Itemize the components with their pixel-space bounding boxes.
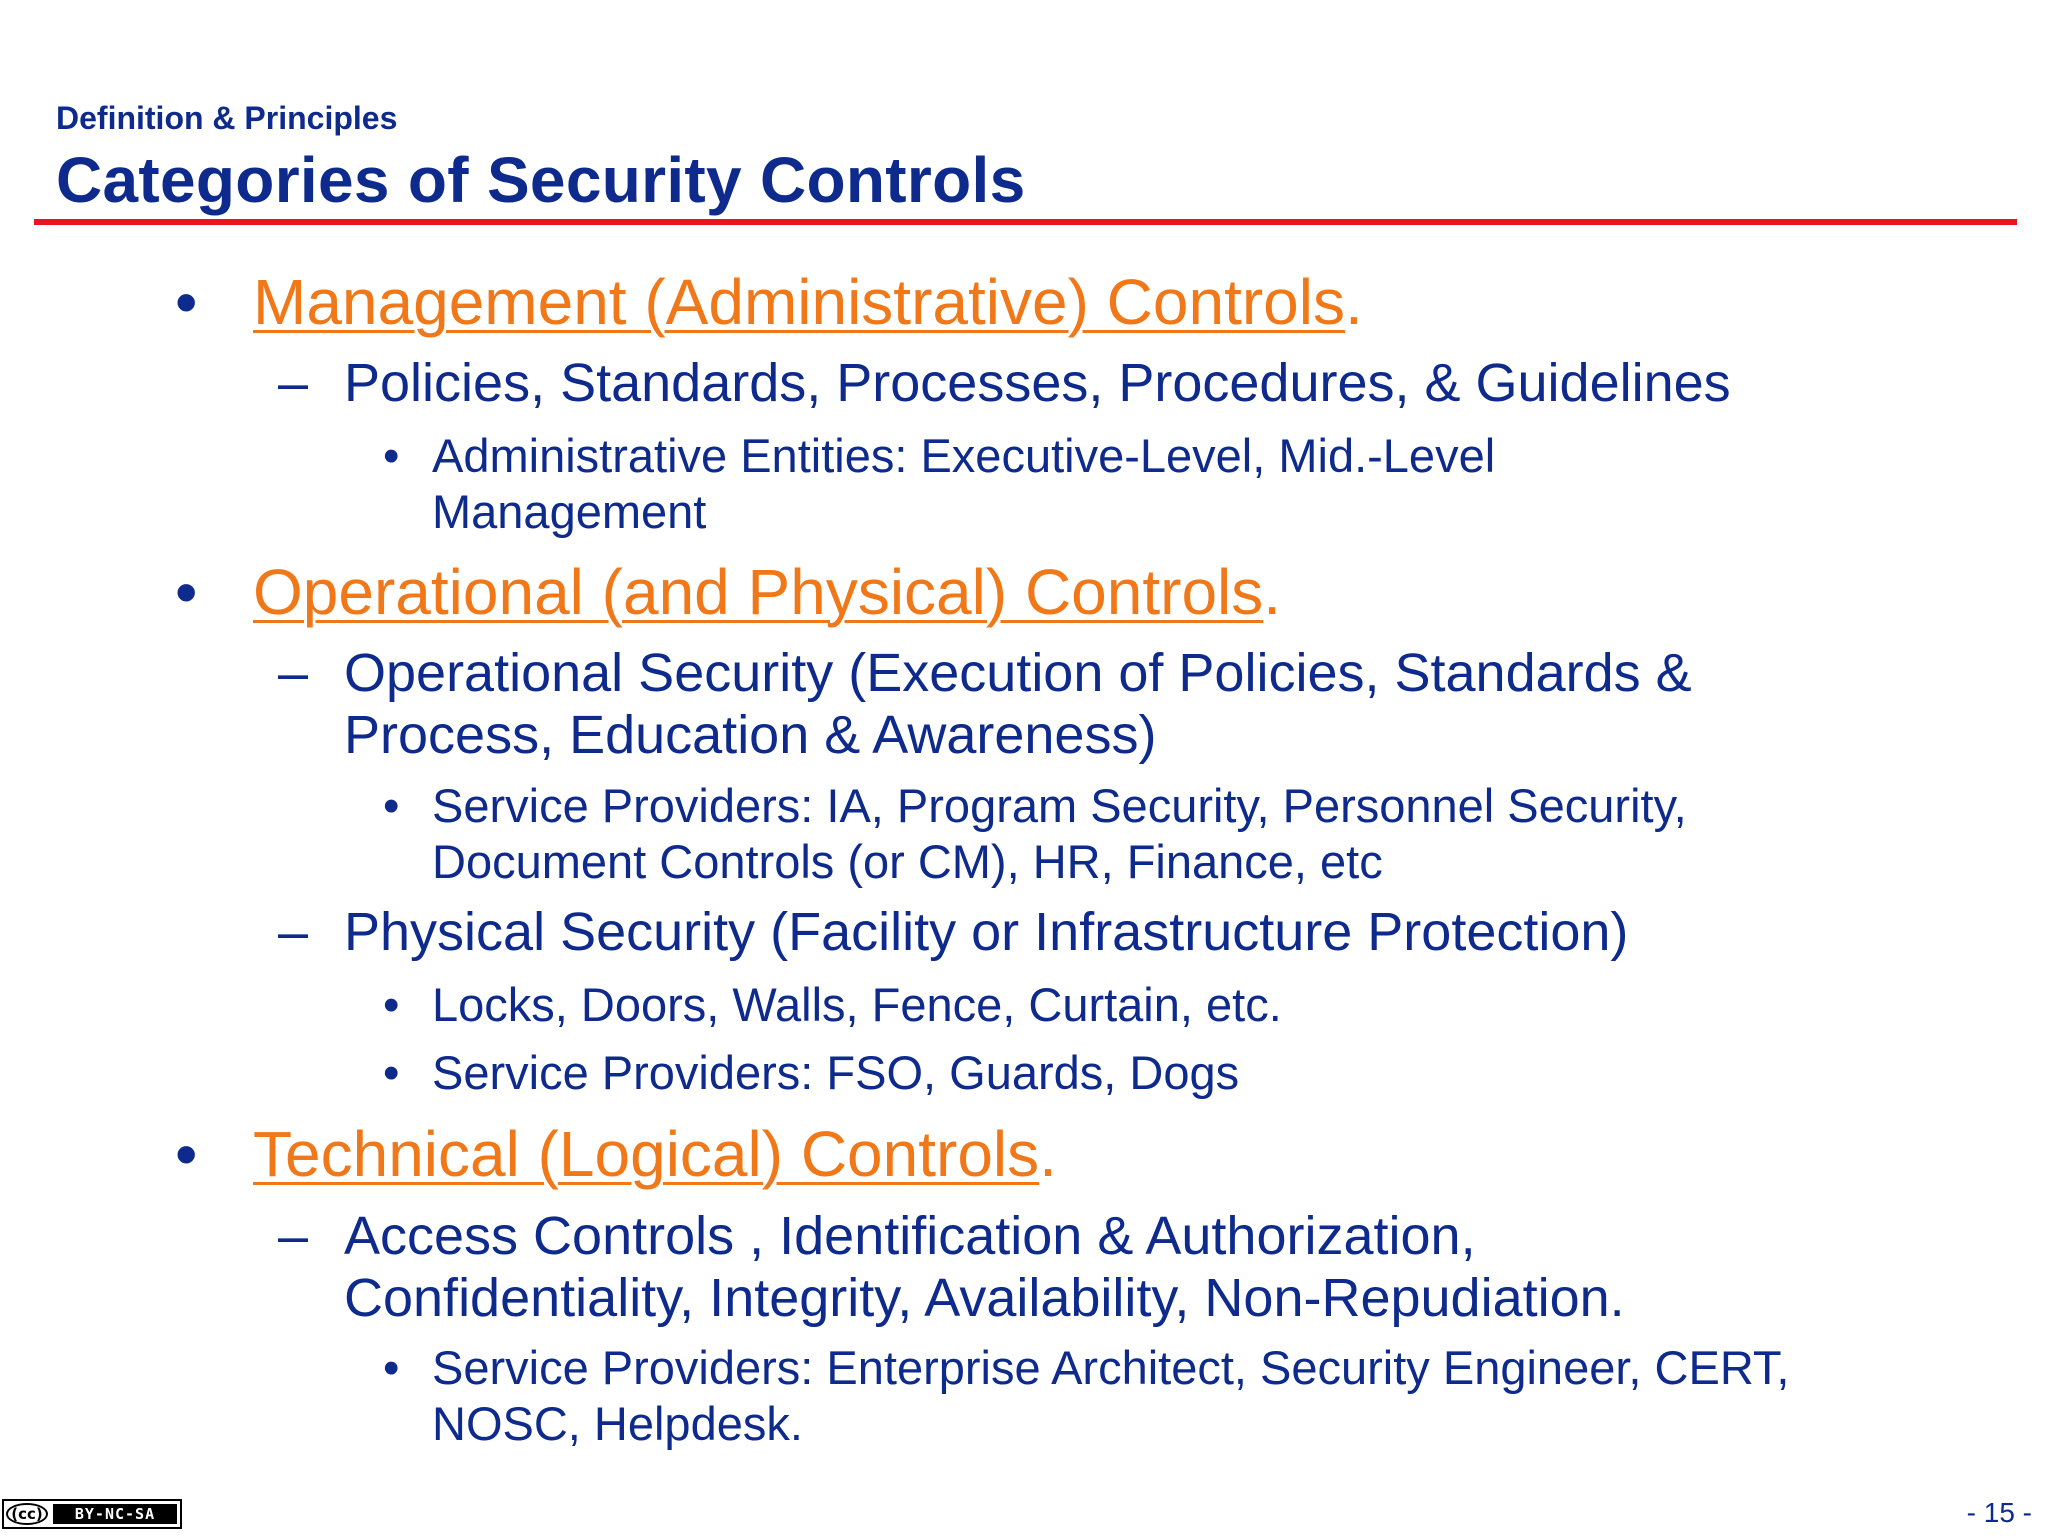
bullet-icon: •: [175, 556, 198, 628]
point-text: Administrative Entities: Executive-Level, Mid.-Level Management: [432, 429, 1496, 538]
page-number: - 15 -: [1966, 1497, 2032, 1528]
bullet-icon: •: [383, 779, 400, 832]
sub-item-text: Policies, Standards, Processes, Procedures, & Guidelines: [344, 353, 1731, 413]
cc-license-badge[interactable]: [2, 1499, 182, 1529]
license-text: BY-NC-SA: [53, 1504, 177, 1524]
slide-content: • Management (Administrative) Controls. – Policies, Standards, Processes, Procedures, & Guidelines • Administrative Entities: Executive-Level, Mid.-Level Management • Operational (and Physical) Controls. – Operational Security (Execution of Policies, Standards & Process, Education & Awareness) • Service Providers: IA, Program Security, Personnel Security, Document Controls (or CM), HR, Finance, etc – Physical Security (Facility or Infrastructure Protection) • Locks, Doors, Walls, Fence, Curtain, etc. • Service Providers: FSO, Guards, Dogs • Technical (Logical) Controls. – Access Controls , Identification & Authorization, Confidentiality, Integrity, Availability, Non-Repudiation. • Service Providers: Enterprise Architect, Security Engineer, CERT, NOSC, Helpdesk.: [0, 0, 2048, 1536]
dash-icon: –: [278, 643, 309, 703]
cc-icon: (cc): [4, 1501, 50, 1527]
sub-item-text: Access Controls , Identification & Authorization, Confidentiality, Integrity, Availability, Non-Repudiation.: [344, 1206, 1625, 1328]
sub-item-text: Physical Security (Facility or Infrastructure Protection): [344, 902, 1629, 962]
technical-controls-link[interactable]: Technical (Logical) Controls: [253, 1118, 1040, 1190]
bullet-icon: •: [383, 1341, 400, 1394]
point-text: Service Providers: Enterprise Architect, Security Engineer, CERT, NOSC, Helpdesk.: [432, 1341, 1790, 1450]
bullet-icon: •: [175, 1118, 198, 1190]
bullet-icon: •: [383, 1046, 400, 1099]
page-title: Categories of Security Controls: [56, 144, 1026, 216]
point-text: Locks, Doors, Walls, Fence, Curtain, etc.: [432, 978, 1282, 1031]
sub-item-text: Operational Security (Execution of Policies, Standards & Process, Education & Awareness): [344, 643, 1692, 765]
point-text: Service Providers: FSO, Guards, Dogs: [432, 1046, 1240, 1099]
dash-icon: –: [278, 1206, 309, 1266]
bullet-icon: •: [175, 266, 198, 338]
bullet-icon: •: [383, 429, 400, 482]
point-text: Service Providers: IA, Program Security, Personnel Security, Document Controls (or CM), HR, Finance, etc: [432, 779, 1687, 888]
section-label: Definition & Principles: [56, 100, 398, 136]
dash-icon: –: [278, 353, 309, 413]
operational-controls-link[interactable]: Operational (and Physical) Controls: [253, 556, 1264, 628]
bullet-icon: •: [383, 978, 400, 1031]
management-controls-link[interactable]: Management (Administrative) Controls: [253, 266, 1345, 338]
dash-icon: –: [278, 902, 309, 962]
